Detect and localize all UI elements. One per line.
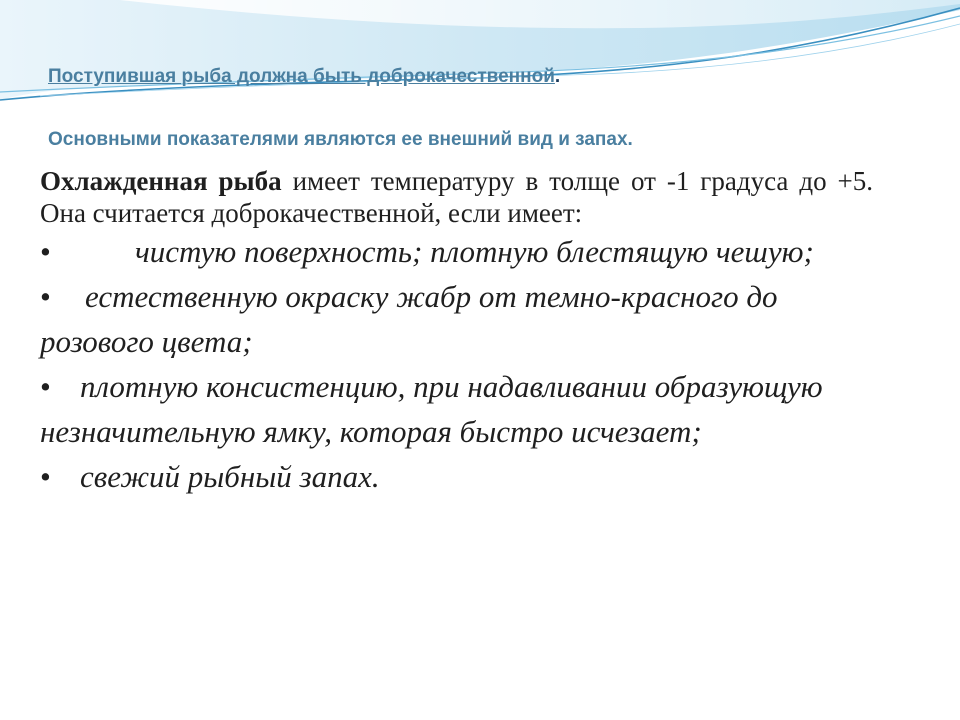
title-line-2: Основными показателями являются ее внешний вид и запах. <box>48 129 633 150</box>
list-item-text: чистую поверхность; плотную блестящую чешую; <box>135 234 814 269</box>
bullet-mark: • <box>40 279 51 314</box>
title-line-1 <box>48 66 560 88</box>
list-item-text: плотную консистенцию, при надавливании образующую незначительную ямку, которая быстро исчезает; <box>40 369 823 449</box>
list-item <box>40 274 873 364</box>
list-item <box>40 229 873 274</box>
wave-background <box>0 0 960 130</box>
bullet-mark: • <box>40 459 51 494</box>
intro-bold-term: Охлажденная рыба <box>40 166 282 196</box>
title-line-1-underlined: Поступившая рыба должна быть доброкачественной <box>48 66 555 87</box>
bullet-mark: • <box>40 234 51 269</box>
intro-text: имеет температуру в толще от -1 градуса до +5. Она считается доброкачественной, если имеет: <box>40 166 873 228</box>
title-line-1-period: . <box>554 66 561 87</box>
list-item <box>40 454 873 499</box>
intro-paragraph <box>40 165 873 229</box>
list-item-text: свежий рыбный запах. <box>80 459 380 494</box>
list-item <box>40 364 873 454</box>
body-text <box>40 165 873 499</box>
list-item-text: естественную окраску жабр от темно-красного до розового цвета; <box>40 279 778 359</box>
bullet-mark: • <box>40 369 51 404</box>
